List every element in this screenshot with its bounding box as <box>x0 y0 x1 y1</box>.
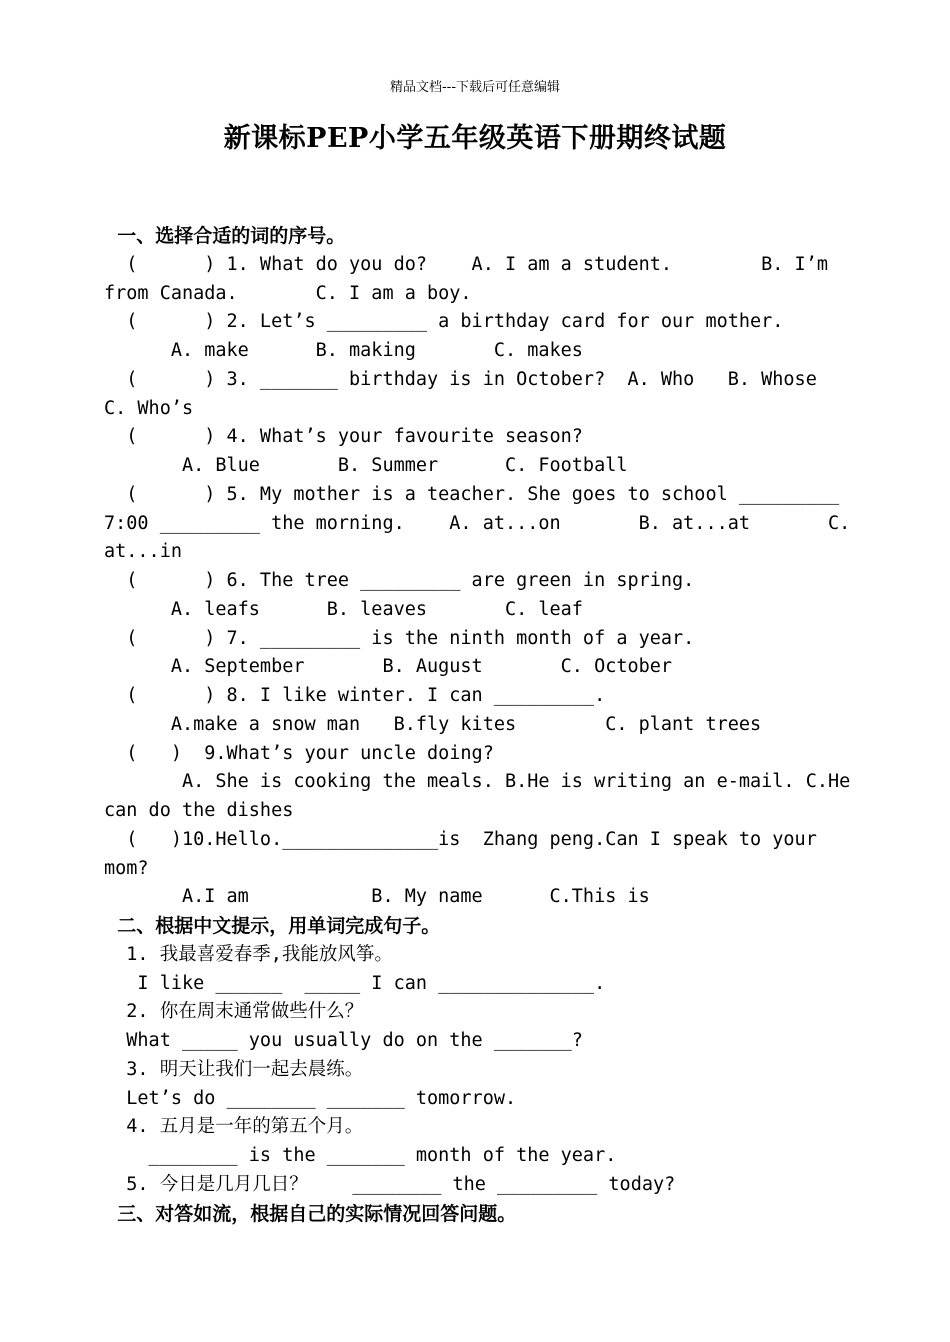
text-line: 4. 五月是一年的第五个月。 <box>104 1116 364 1138</box>
text-line: 3. 明天让我们一起去晨练。 <box>104 1058 364 1080</box>
text-line: A. Blue B. Summer C. Football <box>104 455 628 476</box>
page-title: 新课标PEP小学五年级英语下册期终试题 <box>223 123 727 154</box>
text-line: 5. 今日是几月几日？ ________ the _________ today? <box>104 1173 676 1195</box>
text-line: Let’s do ________ _______ tomorrow. <box>104 1087 517 1109</box>
text-line: A. leafs B. leaves C. leaf <box>104 598 583 620</box>
text-line: A. September B. August C. October <box>104 656 673 678</box>
text-line: ( )10.Hello.______________is Zhang peng.Can I speak to your <box>104 828 817 850</box>
text-line: mom? <box>104 857 149 879</box>
text-line: ( ) 7. _________ is the ninth month of a year. <box>104 627 695 649</box>
page-header: 精品文档---下载后可任意编辑 <box>389 80 561 95</box>
section-heading: 一、选择合适的词的序号。 <box>104 225 346 247</box>
section-heading: 二、根据中文提示，用单词完成句子。 <box>104 915 441 937</box>
text-line: What _____ you usually do on the _______? <box>104 1030 583 1051</box>
text-line: ( ) 2. Let’s _________ a birthday card for our mother. <box>104 311 784 333</box>
section-heading: 三、对答如流，根据自己的实际情况回答问题。 <box>104 1202 517 1225</box>
text-line: ( ) 4. What’s your favourite season? <box>104 426 583 448</box>
text-line: A. make B. making C. makes <box>104 340 583 361</box>
text-line: ________ is the _______ month of the year. <box>104 1145 617 1166</box>
text-line: at...in <box>104 541 182 563</box>
text-line: ( ) 5. My mother is a teacher. She goes to school _________ <box>104 483 840 505</box>
text-line: can do the dishes <box>104 800 294 821</box>
text-line: A. She is cooking the meals. B.He is writing an e-mail. C.He <box>104 771 851 793</box>
text-line: A.make a snow man B.fly kites C. plant trees <box>104 713 762 735</box>
text-line: C. Who’s <box>104 397 194 419</box>
text-line: ( ) 9.What’s your uncle doing? <box>104 742 494 764</box>
text-line: 1. 我最喜爱春季,我能放风筝。 <box>104 943 393 965</box>
text-line: ( ) 1. What do you do? A. I am a student. B. I’m <box>104 253 828 275</box>
text-line: 2. 你在周末通常做些什么？ <box>104 1001 364 1023</box>
text-line: ( ) 3. _______ birthday is in October? A. Who B. Whose <box>104 368 817 390</box>
text-line: from Canada. C. I am a boy. <box>104 282 472 304</box>
text-line: ( ) 8. I like winter. I can _________. <box>104 685 606 706</box>
text-line: ( ) 6. The tree _________ are green in spring. <box>104 570 695 591</box>
text-line: 7:00 _________ the morning. A. at...on B. at...at C. <box>104 512 851 534</box>
text-line: A.I am B. My name C.This is <box>104 886 650 908</box>
text-line: I like ______ _____ I can ______________. <box>104 972 606 994</box>
